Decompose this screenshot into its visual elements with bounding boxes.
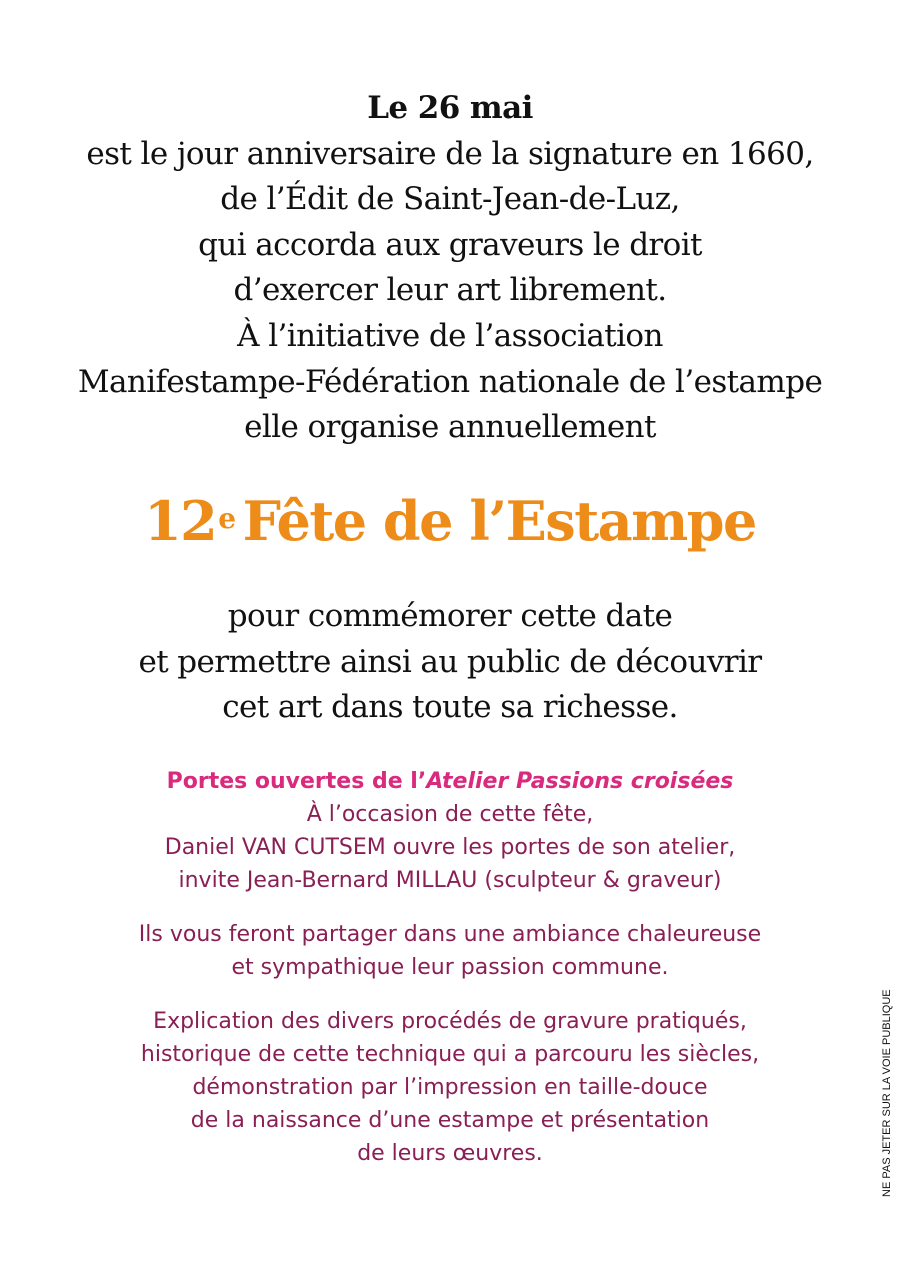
details-line: historique de cette technique qui a parcouru les siècles, <box>140 1042 760 1067</box>
intro-date: Le 26 mai <box>367 90 533 126</box>
edition-superscript: e <box>218 502 235 535</box>
event-title <box>0 486 900 556</box>
paragraph-gap <box>0 897 900 918</box>
intro-line: elle organise annuellement <box>244 409 656 446</box>
details-line: À l’occasion de cette fête, <box>306 802 594 827</box>
intro-line: À l’initiative de l’association <box>237 317 663 354</box>
event-edition-number: 12 <box>144 489 217 553</box>
intro-line: d’exercer leur art librement. <box>233 272 667 309</box>
intro-line: de l’Édit de Saint-Jean-de-Luz, <box>220 181 680 218</box>
details-line: Daniel VAN CUTSEM ouvre les portes de son atelier, <box>164 835 736 860</box>
details-line: Ils vous feront partager dans une ambiance chaleureuse <box>138 922 762 947</box>
details-line: de leurs œuvres. <box>357 1141 543 1166</box>
purpose-line: et permettre ainsi au public de découvrir <box>138 643 762 680</box>
intro-line: Manifestampe-Fédération nationale de l’estampe <box>77 363 823 400</box>
atelier-name: Atelier Passions croisées <box>426 769 734 794</box>
details-line: démonstration par l’impression en taille-douce <box>192 1075 708 1100</box>
details-line: Explication des divers procédés de gravure pratiqués, <box>153 1009 747 1034</box>
purpose-line: pour commémorer cette date <box>227 598 673 634</box>
paragraph-gap <box>0 984 900 1005</box>
details-line: invite Jean-Bernard MILLAU (sculpteur & graveur) <box>178 868 722 893</box>
event-title-text: Fête de l’Estampe <box>242 489 756 553</box>
intro-line: qui accorda aux graveurs le droit <box>198 226 702 263</box>
heading-prefix: Portes ouvertes de l’ <box>166 769 427 794</box>
intro-line: est le jour anniversaire de la signature en 1660, <box>86 135 814 172</box>
details-line: et sympathique leur passion commune. <box>231 955 669 980</box>
intro-text <box>0 86 900 451</box>
do-not-litter-note: NE PAS JETER SUR LA VOIE PUBLIQUE <box>881 989 893 1197</box>
open-house-heading <box>0 765 900 798</box>
details-line: de la naissance d’une estampe et présentation <box>190 1108 710 1133</box>
purpose-text <box>0 594 900 731</box>
open-house-details <box>0 765 900 1170</box>
purpose-line: cet art dans toute sa richesse. <box>222 689 678 726</box>
